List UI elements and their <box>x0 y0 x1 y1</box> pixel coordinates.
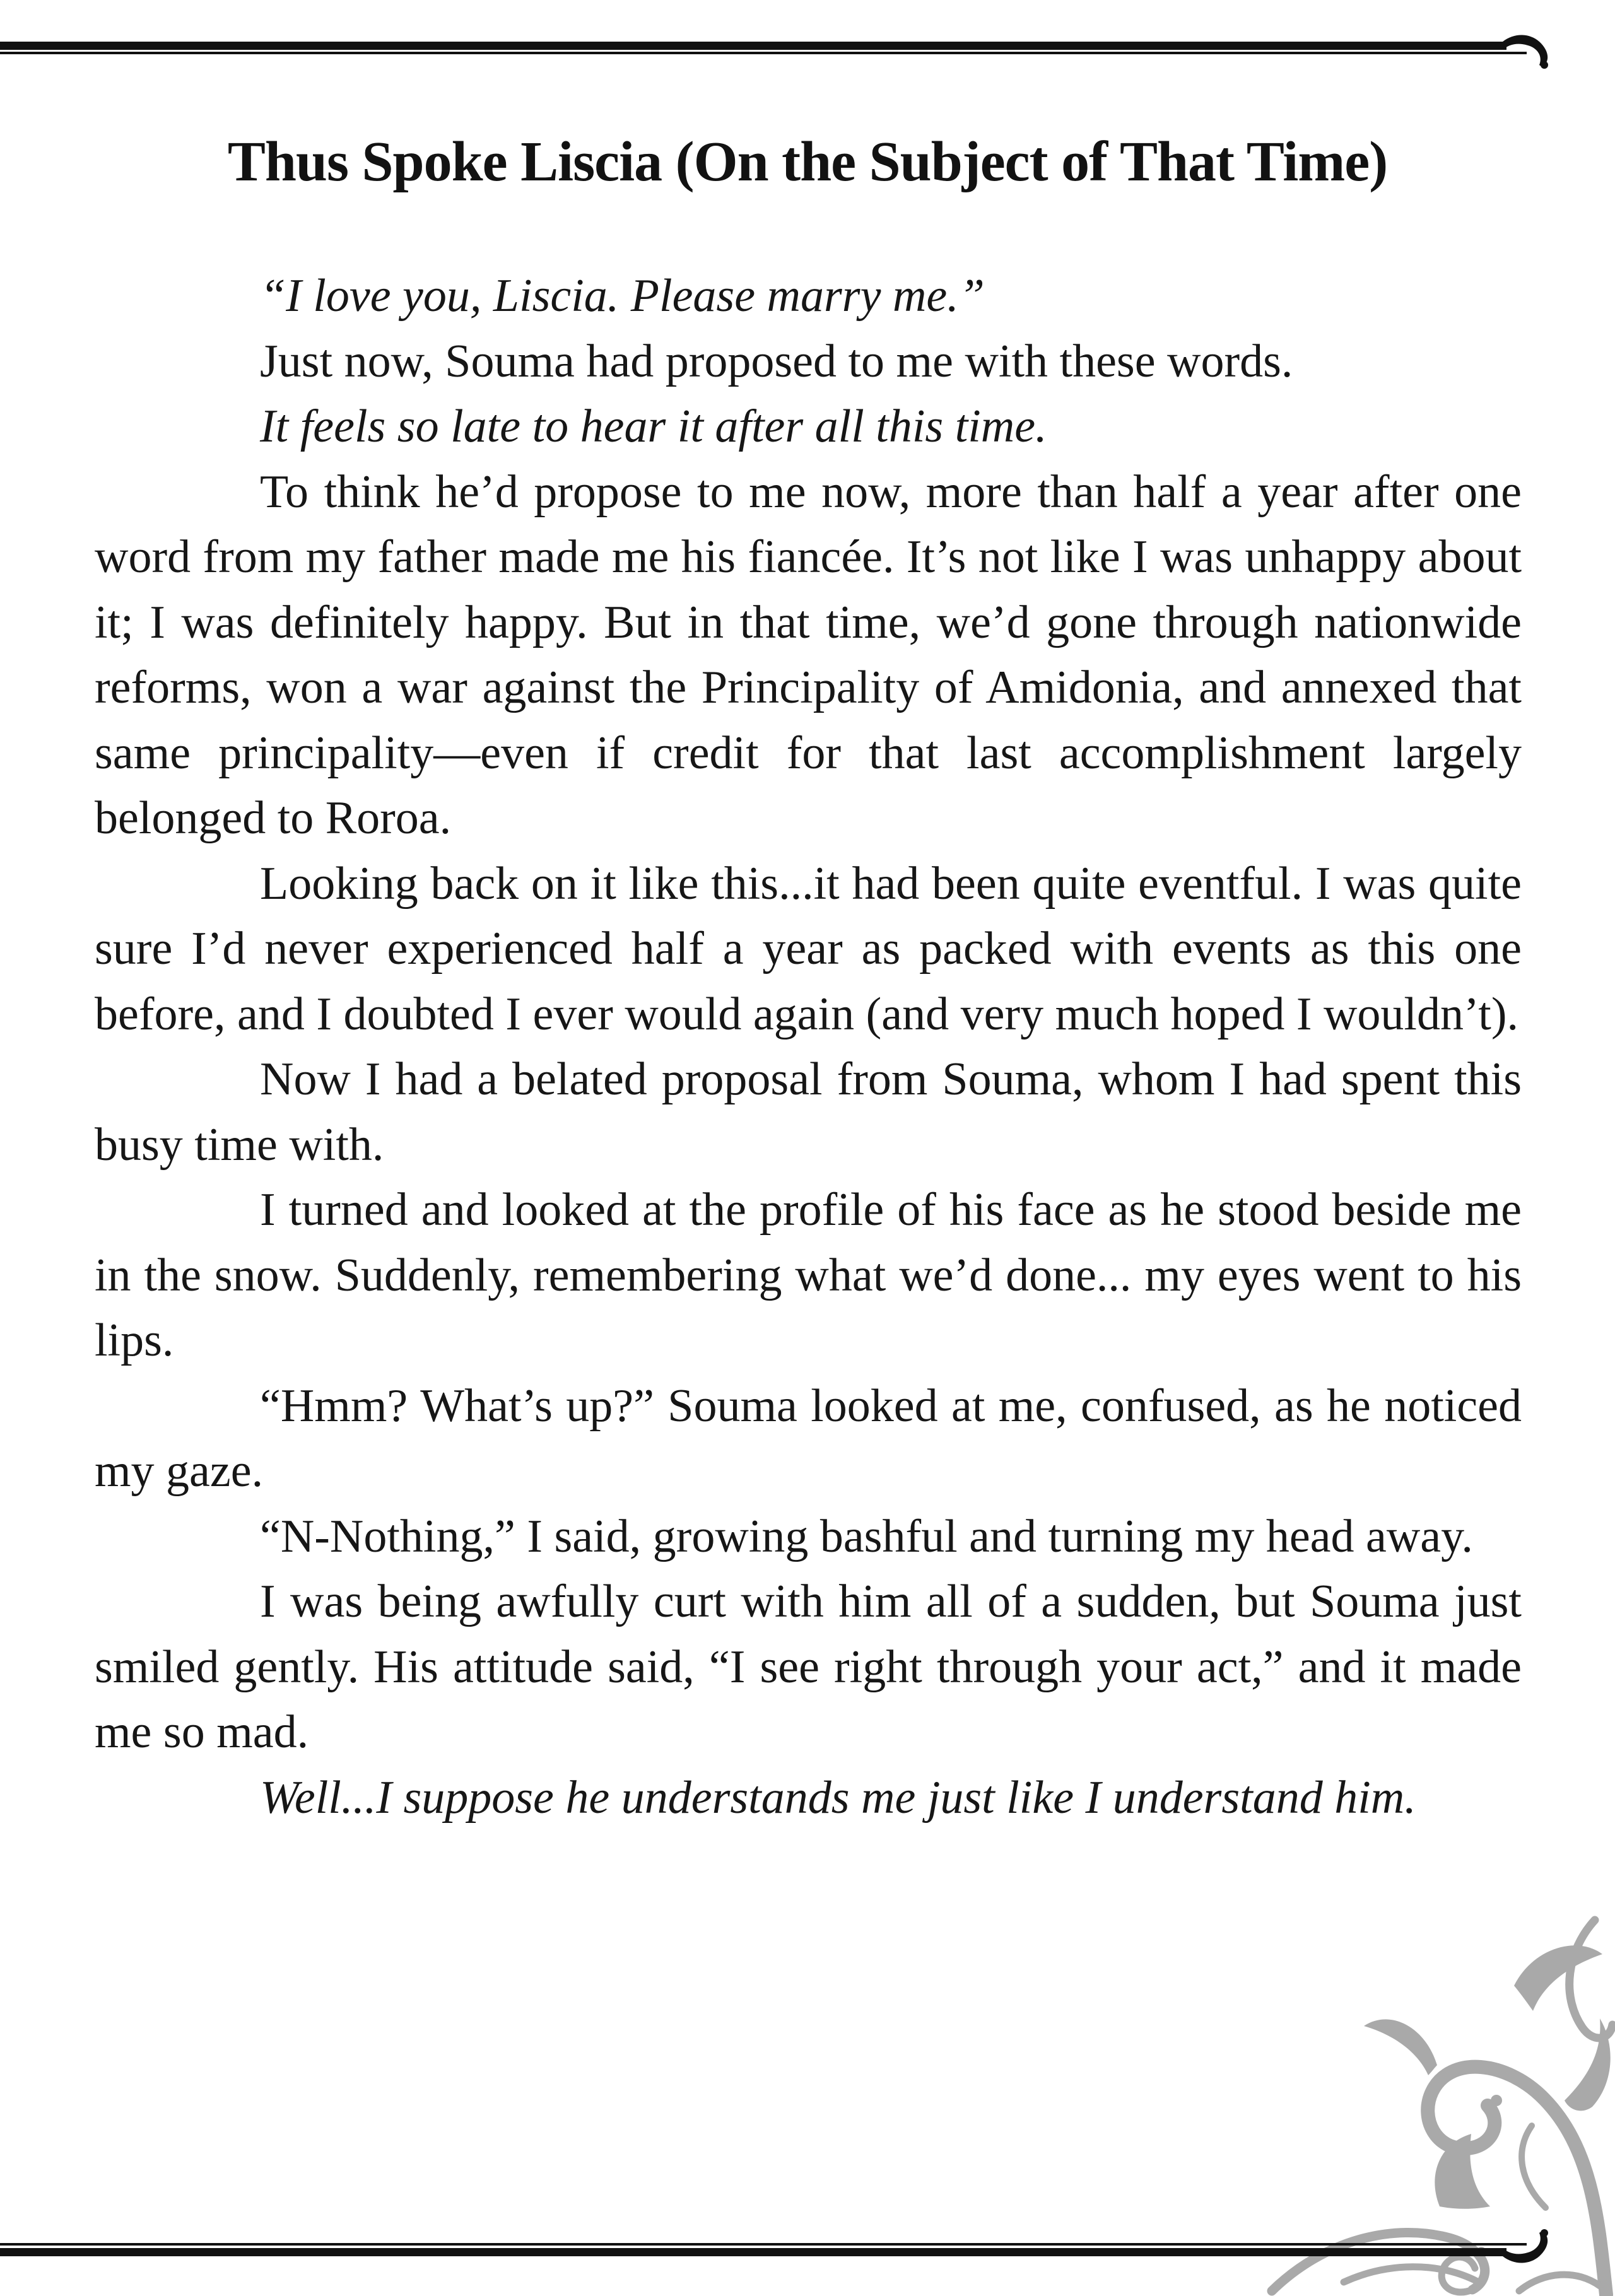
paragraph: To think he’d propose to me now, more than half a year after one word from my father made me his fiancée. It’s not like I was unhappy about it; I was definitely happy. But in that time, we’d gone through nationwide reforms, won a war against the Principality of Amidonia, and annexed that same principality—even if credit for that last accomplishment largely belonged to Roroa. <box>95 466 1522 844</box>
paragraph: Just now, Souma had proposed to me with these words. <box>260 335 1293 387</box>
paragraph: “N-Nothing,” I said, growing bashful and turning my head away. <box>260 1510 1473 1562</box>
paragraph: I was being awfully curt with him all of a sudden, but Souma just smiled gently. His attitude said, “I see right through your act,” and it made me so mad. <box>95 1576 1522 1758</box>
bottom-rule-ornament <box>0 2208 1615 2296</box>
paragraph: Now I had a belated proposal from Souma, whom I had spent this busy time with. <box>95 1053 1522 1171</box>
paragraph: I turned and looked at the profile of his face as he stood beside me in the snow. Suddenly, remembering what we’d done... my eyes went to his lips. <box>95 1184 1522 1366</box>
paragraph: Looking back on it like this...it had been quite eventful. I was quite sure I’d never experienced half a year as packed with events as this one before, and I doubted I ever would again (and very much hoped I wouldn’t). <box>95 857 1522 1040</box>
body-text <box>95 264 1522 1830</box>
top-rule-ornament <box>0 0 1615 88</box>
chapter-title: Thus Spoke Liscia (On the Subject of That Time) <box>227 131 1388 193</box>
paragraph: Well...I suppose he understands me just like I understand him. <box>260 1771 1416 1824</box>
paragraph: “I love you, Liscia. Please marry me.” <box>260 270 985 322</box>
paragraph: “Hmm? What’s up?” Souma looked at me, confused, as he noticed my gaze. <box>95 1379 1522 1497</box>
paragraph: It feels so late to hear it after all this time. <box>260 401 1047 452</box>
